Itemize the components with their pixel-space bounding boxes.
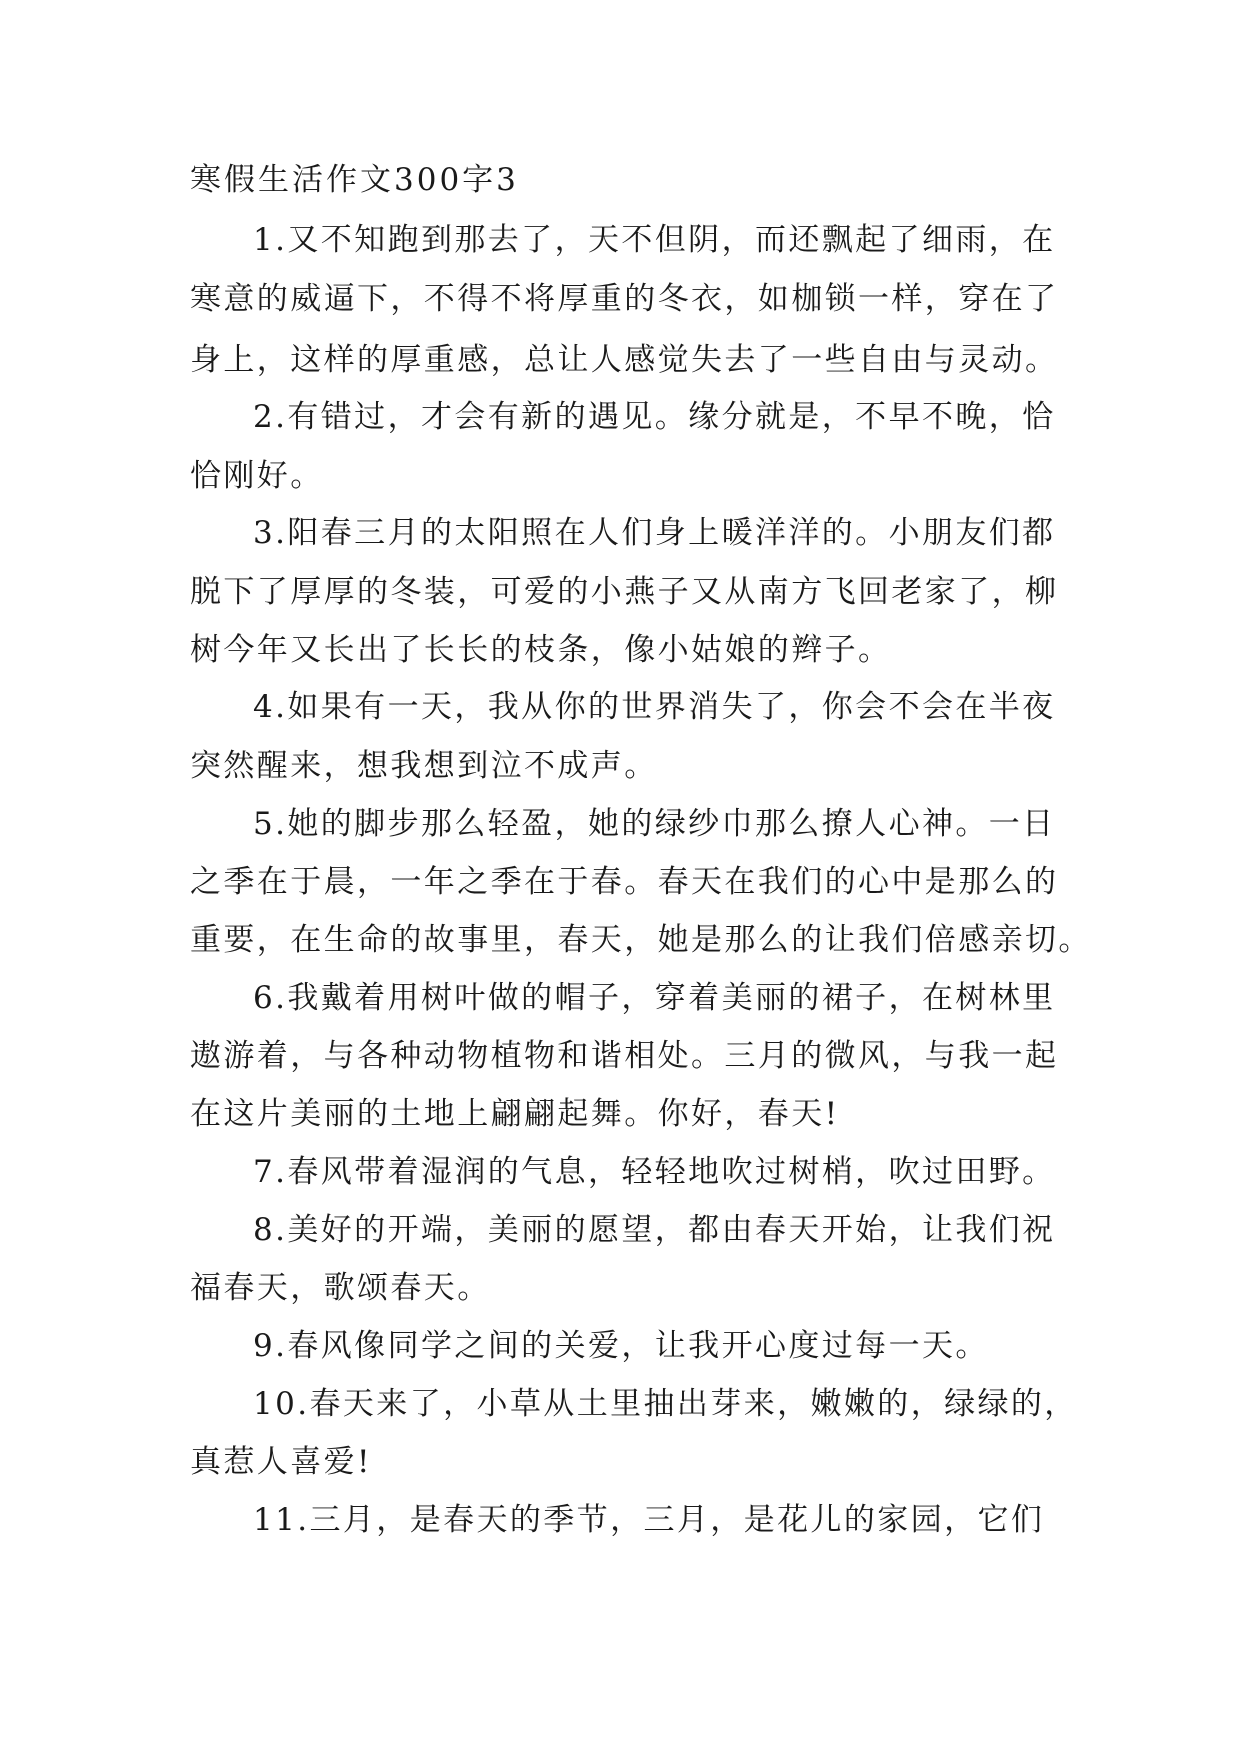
paragraph-6-line-2: 遨游着，与各种动物植物和谐相处。三月的微风，与我一起 (190, 1038, 1059, 1074)
paragraph-8-line-2: 福春天，歌颂春天。 (190, 1270, 491, 1306)
paragraph-4-line-1: 4.如果有一天，我从你的世界消失了，你会不会在半夜 (253, 689, 1056, 725)
paragraph-2-line-1: 2.有错过，才会有新的遇见。缘分就是，不早不晚，恰 (253, 399, 1056, 435)
paragraph-2-line-2: 恰刚好。 (190, 458, 324, 494)
paragraph-3-line-3: 树今年又长出了长长的枝条，像小姑娘的辫子。 (190, 632, 892, 668)
document-title: 寒假生活作文300字3 (190, 162, 519, 198)
paragraph-6-line-3: 在这片美丽的土地上翩翩起舞。你好，春天! (190, 1096, 840, 1132)
paragraph-5-line-3: 重要，在生命的故事里，春天，她是那么的让我们倍感亲切。 (190, 922, 1092, 958)
paragraph-7-line-1: 7.春风带着湿润的气息，轻轻地吹过树梢，吹过田野。 (253, 1154, 1056, 1190)
paragraph-6-line-1: 6.我戴着用树叶做的帽子，穿着美丽的裙子，在树林里 (253, 980, 1056, 1016)
paragraph-8-line-1: 8.美好的开端，美丽的愿望，都由春天开始，让我们祝 (253, 1212, 1056, 1248)
paragraph-1-line-1: 1.又不知跑到那去了，天不但阴，而还飘起了细雨，在 (253, 222, 1056, 258)
paragraph-5-line-1: 5.她的脚步那么轻盈，她的绿纱巾那么撩人心神。一日 (253, 806, 1056, 842)
paragraph-4-line-2: 突然醒来，想我想到泣不成声。 (190, 748, 658, 784)
paragraph-5-line-2: 之季在于晨，一年之季在于春。春天在我们的心中是那么的 (190, 864, 1059, 900)
paragraph-11-line-1: 11.三月，是春天的季节，三月，是花儿的家园，它们 (253, 1502, 1045, 1538)
paragraph-1-line-2: 寒意的威逼下，不得不将厚重的冬衣，如枷锁一样，穿在了 (190, 281, 1059, 317)
paragraph-3-line-2: 脱下了厚厚的冬装，可爱的小燕子又从南方飞回老家了，柳 (190, 574, 1059, 610)
paragraph-3-line-1: 3.阳春三月的太阳照在人们身上暖洋洋的。小朋友们都 (253, 515, 1056, 551)
paragraph-10-line-2: 真惹人喜爱! (190, 1444, 372, 1480)
paragraph-9-line-1: 9.春风像同学之间的关爱，让我开心度过每一天。 (253, 1328, 989, 1364)
paragraph-1-line-3: 身上，这样的厚重感，总让人感觉失去了一些自由与灵动。 (190, 342, 1059, 378)
paragraph-10-line-1: 10.春天来了，小草从土里抽出芽来，嫩嫩的，绿绿的， (253, 1386, 1078, 1422)
